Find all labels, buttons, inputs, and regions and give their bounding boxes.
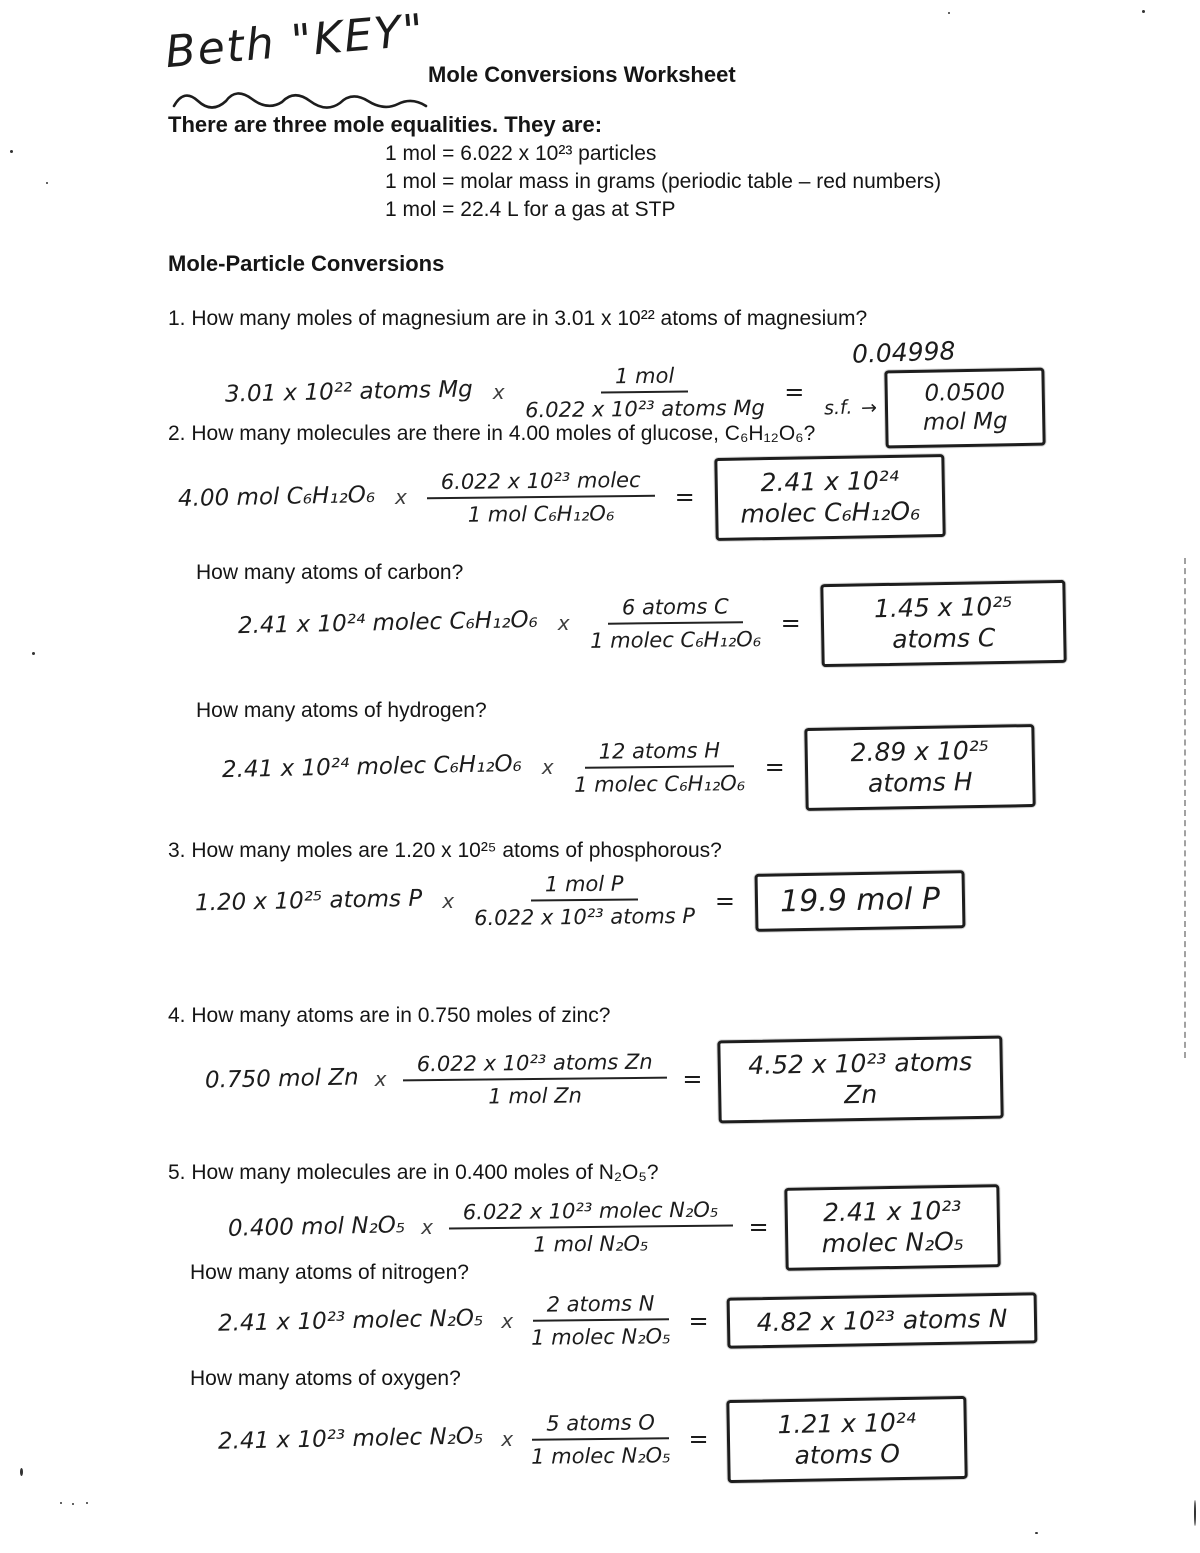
fraction-denominator: 1 molec C₆H₁₂O₆ [589,626,761,653]
sig-fig-note: s.f. [823,396,854,420]
page-title: Mole Conversions Worksheet [428,62,736,87]
fraction-numerator: 6.022 x 10²³ molec [427,468,655,499]
intermediate-result: 0.04998 [851,336,957,369]
scan-speck [32,652,35,655]
answer-box-3: 19.9 mol P [755,870,966,931]
question-2b-hydrogen: How many atoms of hydrogen? [196,699,487,722]
work-2-fraction [427,468,655,527]
multiply-sign: x [501,1308,514,1333]
answer-box-2: 2.41 x 10²⁴ molec C₆H₁₂O₆ [714,454,945,541]
mole-equality-2: 1 mol = molar mass in grams (periodic table – red numbers) [385,170,942,193]
question-5b-oxygen: How many atoms of oxygen? [190,1367,461,1390]
fraction-numerator: 1 mol [601,363,688,393]
scan-speck [20,1468,23,1476]
question-4: 4. How many atoms are in 0.750 moles of zinc? [168,1004,611,1027]
sig-fig-row [824,369,1044,447]
equals-sign: = [780,609,801,638]
equals-sign: = [688,1425,709,1454]
work-1-start: 3.01 x 10²² atoms Mg [224,376,474,408]
work-3-fraction [474,871,695,930]
work-5-start: 0.400 mol N₂O₅ [227,1212,406,1243]
answer-box-5: 2.41 x 10²³ molec N₂O₅ [784,1184,1000,1270]
multiply-sign: x [501,1427,514,1452]
work-5a-fraction [531,1291,671,1349]
fraction-denominator: 1 mol Zn [487,1083,582,1109]
equals-sign: = [714,886,735,915]
fraction-numerator: 6.022 x 10²³ atoms Zn [402,1049,666,1081]
fraction-denominator: 1 molec N₂O₅ [531,1443,671,1469]
equals-sign: = [784,378,805,407]
question-1: 1. How many moles of magnesium are in 3.01 x 10²² atoms of magnesium? [168,307,868,330]
question-2a-carbon: How many atoms of carbon? [196,561,464,584]
answer-box-4: 4.52 x 10²³ atoms Zn [718,1036,1004,1123]
equals-sign: = [748,1213,769,1242]
multiply-sign: x [557,611,570,636]
work-5b-fraction [531,1410,671,1468]
scan-speck [60,1502,62,1504]
scan-speck [10,150,13,153]
question-2: 2. How many molecules are there in 4.00 moles of glucose, C₆H₁₂O₆? [168,422,816,445]
equals-sign: = [682,1065,703,1094]
equals-sign: = [688,1306,709,1335]
scan-speck [72,1503,74,1505]
question-5: 5. How many molecules are in 0.400 moles of N₂O₅? [168,1161,659,1184]
multiply-sign: x [541,755,554,780]
work-3-start: 1.20 x 10²⁵ atoms P [194,885,423,917]
fraction-numerator: 12 atoms H [584,738,734,769]
scan-speck [46,182,48,184]
intro-heading: There are three mole equalities. They are: [168,112,603,137]
multiply-sign: x [374,1067,387,1092]
work-4-fraction [402,1049,666,1109]
work-5b [218,1398,967,1481]
multiply-sign: x [395,485,407,510]
equals-sign: = [674,483,695,512]
scan-speck [1194,1500,1196,1526]
fraction-numerator: 2 atoms N [533,1291,669,1321]
answer-box-5b: 1.21 x 10²⁴ atoms O [726,1396,967,1483]
scan-speck [948,12,950,14]
scan-speck [1035,1532,1038,1534]
section-heading: Mole-Particle Conversions [168,251,445,276]
work-2-start: 4.00 mol C₆H₁₂O₆ [177,482,376,513]
fraction-denominator: 1 mol N₂O₅ [533,1231,649,1257]
answer-box-2b: 2.89 x 10²⁵ atoms H [804,724,1035,811]
work-2a-start: 2.41 x 10²⁴ molec C₆H₁₂O₆ [237,607,539,640]
work-2a [238,582,1066,665]
work-2b-start: 2.41 x 10²⁴ molec C₆H₁₂O₆ [221,751,523,784]
work-2 [178,456,945,539]
mole-equality-1: 1 mol = 6.022 x 10²³ particles [385,142,657,165]
work-2b-fraction [573,738,745,797]
work-5a-start: 2.41 x 10²³ molec N₂O₅ [217,1304,484,1337]
mole-equality-3: 1 mol = 22.4 L for a gas at STP [385,198,676,221]
fraction-denominator: 6.022 x 10²³ atoms Mg [524,395,765,423]
question-3: 3. How many moles are 1.20 x 10²⁵ atoms of phosphorous? [168,839,722,862]
work-5 [228,1186,1000,1269]
fraction-denominator: 1 mol C₆H₁₂O₆ [467,500,615,527]
sig-fig-arrow-icon: → [860,396,878,420]
multiply-sign: x [442,888,455,913]
multiply-sign: x [492,380,505,405]
fraction-denominator: 1 molec C₆H₁₂O₆ [573,770,745,797]
scan-artifact-dashed-line [1184,558,1186,1058]
work-4 [205,1038,1003,1121]
answer-box-5a: 4.82 x 10²³ atoms N [726,1292,1037,1349]
fraction-numerator: 1 mol P [531,872,638,902]
fraction-denominator: 6.022 x 10²³ atoms P [474,904,696,931]
multiply-sign: x [421,1215,433,1240]
fraction-numerator: 6 atoms C [607,594,742,624]
work-2b [222,726,1035,809]
work-5b-start: 2.41 x 10²³ molec N₂O₅ [217,1423,484,1456]
scan-speck [1142,10,1145,13]
work-5-fraction [449,1197,733,1257]
answer-box-1: 0.0500 mol Mg [884,368,1045,448]
answer-box-2a: 1.45 x 10²⁵ atoms C [820,580,1066,667]
scan-speck [86,1502,88,1504]
work-1-fraction [524,362,764,422]
handwritten-key-label: Beth "KEY" [163,4,428,79]
work-4-start: 0.750 mol Zn [204,1064,359,1094]
equals-sign: = [764,753,785,782]
squiggle-underline-icon [168,82,468,116]
work-2a-fraction [589,594,761,653]
work-3 [195,872,965,930]
fraction-denominator: 1 molec N₂O₅ [531,1324,671,1350]
work-5a [218,1292,1037,1349]
work-1-result [824,338,1044,447]
fraction-numerator: 5 atoms O [532,1410,669,1440]
fraction-numerator: 6.022 x 10²³ molec N₂O₅ [449,1197,733,1229]
question-5a-nitrogen: How many atoms of nitrogen? [190,1261,469,1284]
